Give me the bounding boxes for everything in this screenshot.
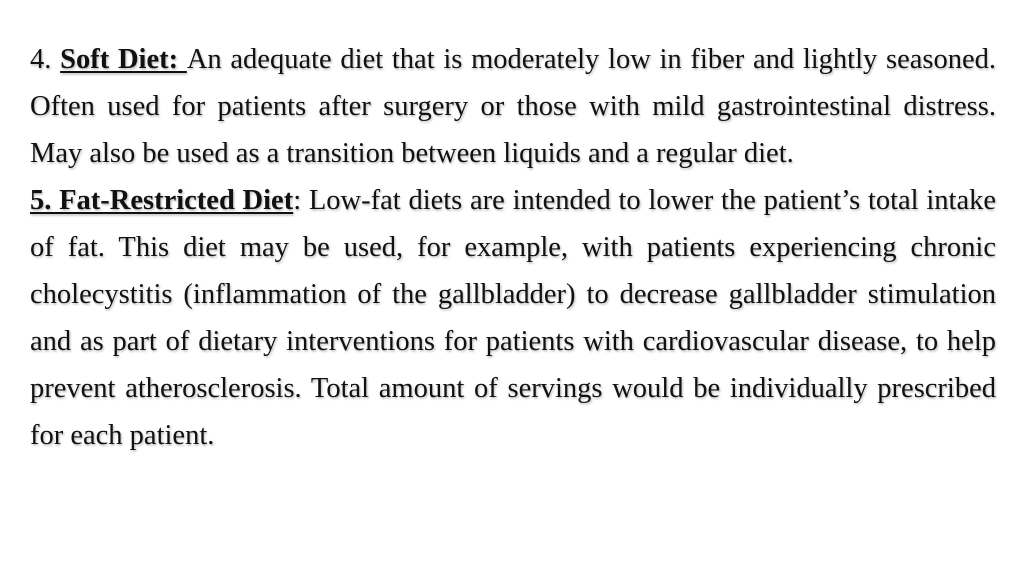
soft-diet-paragraph	[30, 36, 996, 177]
item-number: 4.	[30, 44, 61, 75]
soft-diet-description: An adequate diet that is moderately low in fiber and lightly seasoned. Often used for patients after surgery or those with mild gastrointestinal distress. May also be used as a transition between liquids and a regular diet.	[30, 44, 997, 169]
fat-restricted-diet-separator: :	[293, 185, 309, 216]
fat-restricted-diet-description: Low-fat diets are intended to lower the patient’s total intake of fat. This diet may be used, for example, with patients experiencing chronic cholecystitis (inflammation of the gallbladder) to decrease gallbladder stimulation and as part of dietary interventions for patients with cardiovascular disease, to help prevent atherosclerosis. Total amount of servings would be individually prescribed for each patient.	[30, 185, 996, 451]
fat-restricted-diet-paragraph	[30, 177, 996, 459]
soft-diet-heading: Soft Diet:	[60, 44, 187, 75]
fat-restricted-diet-heading: 5. Fat-Restricted Diet	[30, 185, 294, 216]
